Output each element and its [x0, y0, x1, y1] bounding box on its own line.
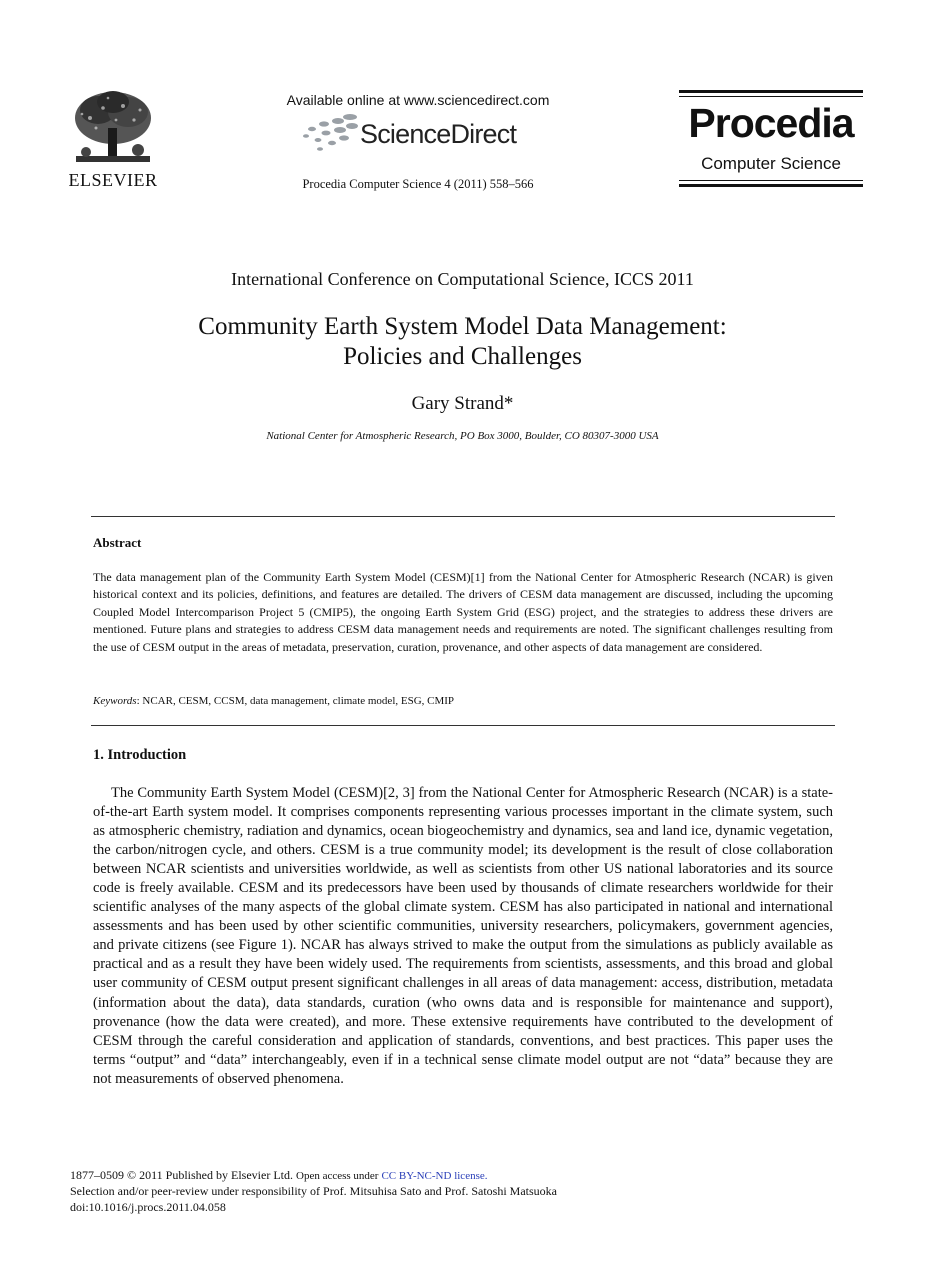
logo-rule: [679, 184, 863, 187]
introduction-body: The Community Earth System Model (CESM)[2, 3] from the National Center for Atmospheric Research (NCAR) is a state-of-the-art Earth system model. It comprises components representing various processes important in the climate system, such as atmospheric chemistry, radiation and dynamics, ocean biogeochemistry and dynamics, sea and land ice, dynamic vegetation, the carbon/nitrogen cycle, and others. CESM is a true community model; its development is the result of close collaboration between NCAR scientists and universities worldwide, as well as scientists from other US national laboratories and its source code is freely available. CESM and its predecessors have been used by thousands of climate researchers worldwide for their scientific analyses of the many aspects of the global climate system. CESM has also participated in national and international assessments and has been used by other scientific communities, university researchers, policymakers, government agencies, and private citizens (see Figure 1). NCAR has always strived to make the output from the simulations as publicly available as practical and as a result they have been widely used. The requirements from scientists, assessments, and this broad and global user community of CESM output present significant challenges in all areas of data management: access, distribution, metadata (information about the data), data standards, curation (who owns data and is responsible for maintenance and support), provenance (how the data were created), and more. These extensive requirements have contributed to the development of CESM through the careful consideration and application of standards, conventions, and best practices. This paper uses the terms “output” and “data” interchangeably, even if in a technical sense climate model output are not “data” because they are not measurements of observed phenomena.: [93, 785, 833, 1087]
procedia-logo: [679, 90, 863, 190]
sciencedirect-wordmark: ScienceDirect: [360, 119, 517, 149]
section-heading-introduction: 1. Introduction: [93, 747, 187, 763]
abstract-heading: Abstract: [93, 535, 142, 550]
conference-name: International Conference on Computational Science, ICCS 2011: [231, 269, 694, 289]
sciencedirect-logo: [300, 113, 550, 155]
issn-copyright: 1877–0509 © 2011 Published by Elsevier Ltd.: [70, 1168, 293, 1182]
title-line-2: Policies and Challenges: [343, 343, 582, 370]
elsevier-tree-icon: [68, 88, 158, 166]
sciencedirect-dots-icon: [300, 113, 362, 153]
keywords-values: : NCAR, CESM, CCSM, data management, climate model, ESG, CMIP: [136, 695, 455, 707]
journal-reference: Procedia Computer Science 4 (2011) 558–566: [302, 177, 534, 191]
procedia-subtitle: Computer Science: [701, 154, 841, 173]
logo-rule: [679, 180, 863, 181]
divider: [91, 516, 835, 517]
title-line-1: Community Earth System Model Data Management:: [198, 313, 727, 340]
footer-review: Selection and/or peer-review under responsibility of Prof. Mitsuhisa Sato and Prof. Satoshi Matsuoka: [70, 1184, 558, 1198]
footer-copyright: [70, 1168, 488, 1183]
author-affiliation: National Center for Atmospheric Research, PO Box 3000, Boulder, CO 80307-3000 USA: [266, 430, 659, 442]
footer-doi[interactable]: doi:10.1016/j.procs.2011.04.058: [70, 1200, 226, 1214]
elsevier-logo: [66, 88, 160, 194]
divider: [91, 725, 835, 726]
open-access-label: Open access under: [296, 1170, 379, 1182]
keywords-label: Keywords: [93, 695, 137, 707]
available-online-text: Available online at www.sciencedirect.com: [286, 92, 550, 108]
license-link[interactable]: CC BY-NC-ND license.: [381, 1170, 488, 1182]
keywords: [93, 695, 833, 707]
paper-title: [100, 312, 825, 372]
procedia-wordmark: Procedia: [688, 100, 854, 146]
logo-rule: [679, 96, 863, 97]
abstract-body: The data management plan of the Community Earth System Model (CESM)[1] from the National Center for Atmospheric Research (NCAR) is given historical context and its policies, definitions, and features are detailed. The drivers of CESM data management are discussed, including the upcoming Coupled Model Intercomparison Project 5 (CMIP5), the ongoing Earth System Grid (ESG) project, and the strategies to address these drivers are mentioned. Future plans and strategies to address CESM data management needs and requirements are noted. The significant challenges resulting from the use of CESM output in the areas of metadata, preservation, curation, provenance, and other aspects of data management are considered.: [93, 570, 833, 654]
author-name: Gary Strand*: [411, 393, 514, 414]
logo-rule: [679, 90, 863, 93]
elsevier-wordmark: ELSEVIER: [68, 170, 158, 190]
